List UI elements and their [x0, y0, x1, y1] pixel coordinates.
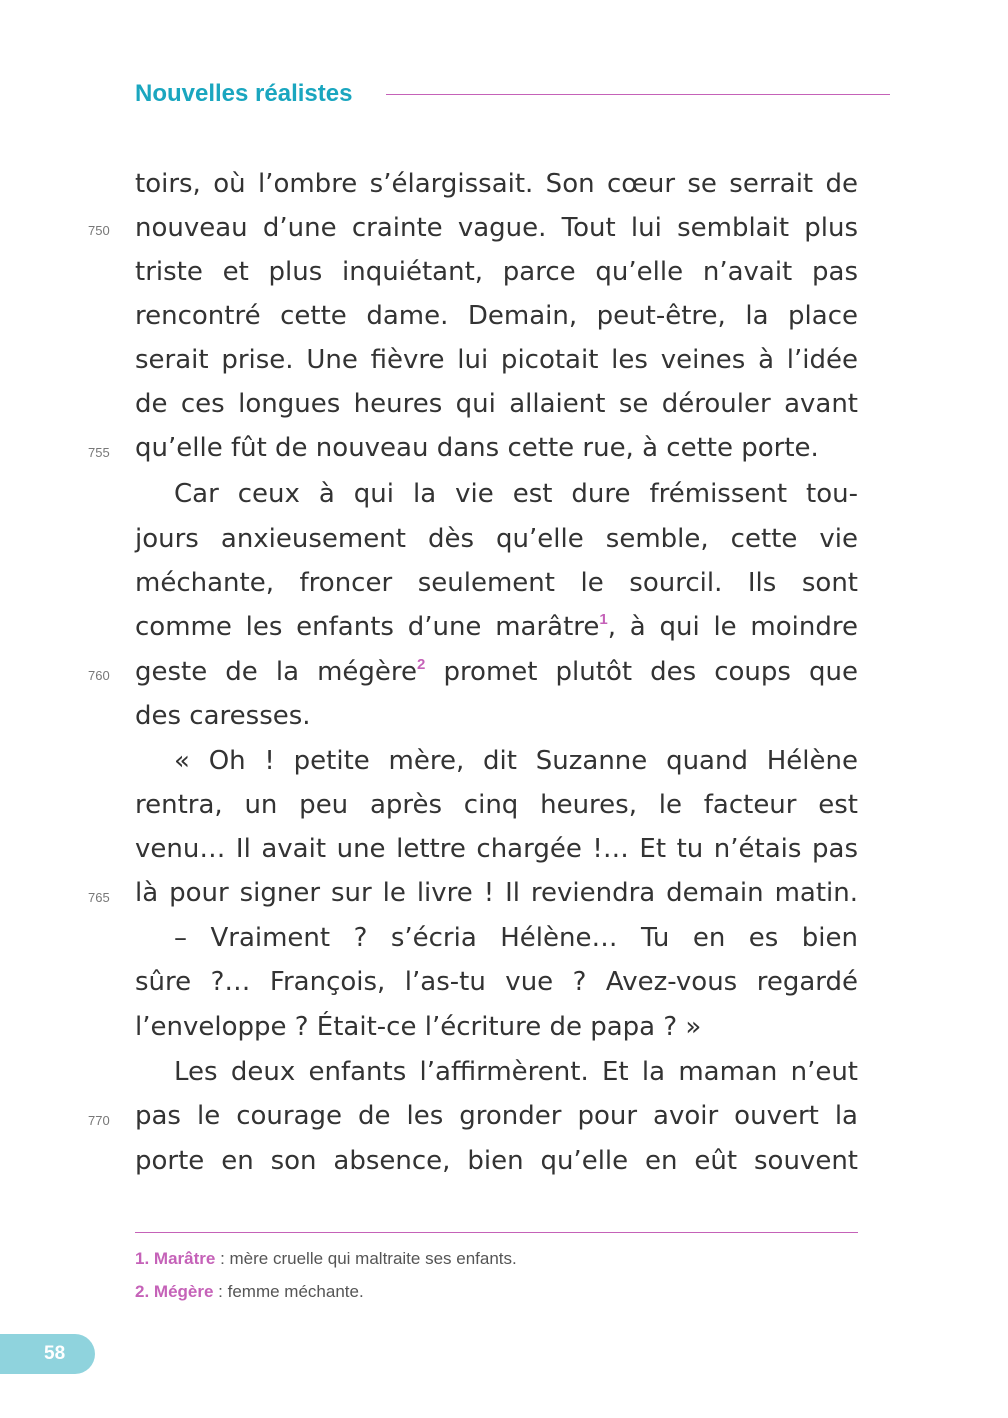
text-line: nouveau d’une crainte vague. Tout lui semblait plus	[135, 213, 858, 243]
text-line: sûre ?… François, l’as-tu vue ? Avez-vous regardé	[135, 967, 858, 997]
line-number: 765	[88, 890, 110, 905]
text-segment: geste de la mégère	[135, 657, 418, 687]
text-line: rentra, un peu après cinq heures, le facteur est	[135, 790, 858, 820]
line-number: 760	[88, 668, 110, 683]
footnote-term: Mégère	[153, 1282, 214, 1301]
footnote-definition: : mère cruelle qui maltraite ses enfants.	[215, 1249, 517, 1268]
text-segment: promet plutôt des coups que	[425, 657, 858, 687]
text-line: Les deux enfants l’affirmèrent. Et la maman n’eut	[174, 1057, 858, 1087]
text-line: de ces longues heures qui allaient se dérouler avant	[135, 389, 858, 419]
footnote-definition: : femme méchante.	[213, 1282, 364, 1301]
text-segment: , à qui le moindre	[607, 612, 858, 642]
text-line: là pour signer sur le livre ! Il reviendra demain matin.	[135, 878, 858, 908]
text-line: rencontré cette dame. Demain, peut-être, la place	[135, 301, 858, 331]
text-line: toirs, où l’ombre s’élargissait. Son cœur se serrait de	[135, 169, 858, 199]
text-line: serait prise. Une fièvre lui picotait les veines à l’idée	[135, 345, 858, 375]
line-number: 755	[88, 445, 110, 460]
text-line	[135, 650, 858, 694]
footnote-2	[135, 1279, 364, 1305]
footnote-number: 2.	[135, 1282, 150, 1301]
text-line: « Oh ! petite mère, dit Suzanne quand Hélène	[174, 746, 858, 776]
text-line: – Vraiment ? s’écria Hélène… Tu en es bien	[174, 923, 858, 953]
text-line: qu’elle fût de nouveau dans cette rue, à cette porte.	[135, 433, 819, 463]
footnote-1	[135, 1246, 517, 1272]
text-line: des caresses.	[135, 701, 311, 731]
footnote-ref-2[interactable]: 2	[417, 656, 426, 673]
text-line: porte en son absence, bien qu’elle en eût souvent	[135, 1146, 858, 1176]
text-line: jours anxieusement dès qu’elle semble, cette vie	[135, 524, 858, 554]
text-line: venu… Il avait une lettre chargée !… Et tu n’étais pas	[135, 834, 858, 864]
line-number: 770	[88, 1113, 110, 1128]
text-line	[135, 605, 858, 649]
line-number: 750	[88, 223, 110, 238]
footnote-ref-1[interactable]: 1	[599, 611, 608, 628]
header-rule	[386, 94, 890, 95]
text-line: pas le courage de les gronder pour avoir ouvert la	[135, 1101, 858, 1131]
page-number: 58	[44, 1343, 66, 1364]
text-segment: comme les enfants d’une marâtre	[135, 612, 600, 642]
footnote-term: Marâtre	[153, 1249, 216, 1268]
text-line: l’enveloppe ? Était-ce l’écriture de papa ? »	[135, 1012, 702, 1042]
running-header-title: Nouvelles réalistes	[135, 80, 353, 107]
footnote-number: 1.	[135, 1249, 150, 1268]
text-line: méchante, froncer seulement le sourcil. Ils sont	[135, 568, 858, 598]
text-line: Car ceux à qui la vie est dure frémissent tou-	[174, 479, 858, 509]
page-number-tab	[0, 1334, 95, 1374]
footnote-rule	[135, 1232, 858, 1233]
text-line: triste et plus inquiétant, parce qu’elle n’avait pas	[135, 257, 858, 287]
